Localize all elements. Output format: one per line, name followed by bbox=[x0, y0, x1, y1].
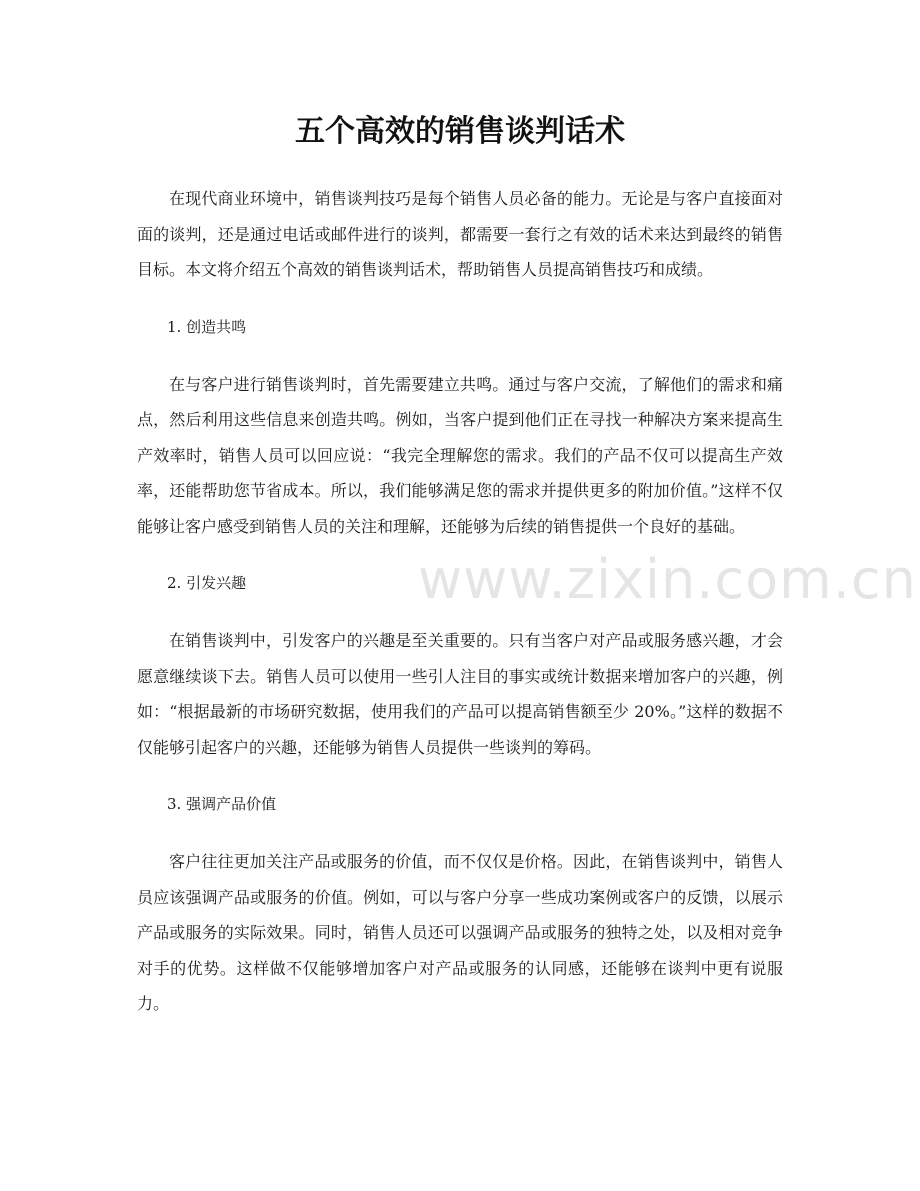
section-heading-3: 3. 强调产品价值 bbox=[167, 795, 277, 813]
section-heading-2: 2. 引发兴趣 bbox=[167, 574, 247, 592]
watermark: www.zixin.com.cn bbox=[418, 548, 917, 611]
section-body-3: 客户往往更加关注产品或服务的价值，而不仅仅是价格。因此，在销售谈判中，销售人员应该强调产品或服务的价值。例如，可以与客户分享一些成功案例或客户的反馈，以展示产品或服务的实际效果。同时，销售人员还可以强调产品或服务的独特之处，以及相对竞争对手的优势。这样做不仅能够增加客户对产品或服务的认同感，还能够在谈判中更有说服力。 bbox=[137, 852, 783, 1013]
document-body bbox=[137, 181, 783, 1044]
intro-paragraph: 在现代商业环境中，销售谈判技巧是每个销售人员必备的能力。无论是与客户直接面对面的谈判，还是通过电话或邮件进行的谈判，都需要一套行之有效的话术来达到最终的销售目标。本文将介绍五个高效的销售谈判话术，帮助销售人员提高销售技巧和成绩。 bbox=[137, 189, 783, 279]
section-body-1: 在与客户进行销售谈判时，首先需要建立共鸣。通过与客户交流，了解他们的需求和痛点，然后利用这些信息来创造共鸣。例如，当客户提到他们正在寻找一种解决方案来提高生产效率时，销售人员可以回应说：“我完全理解您的需求。我们的产品不仅可以提高生产效率，还能帮助您节省成本。所以，我们能够满足您的需求并提供更多的附加价值。”这样不仅能够让客户感受到销售人员的关注和理解，还能够为后续的销售提供一个良好的基础。 bbox=[137, 374, 783, 536]
page-title: 五个高效的销售谈判话术 bbox=[295, 114, 625, 149]
section-body-2: 在销售谈判中，引发客户的兴趣是至关重要的。只有当客户对产品或服务感兴趣，才会愿意继续谈下去。销售人员可以使用一些引人注目的事实或统计数据来增加客户的兴趣，例如：“根据最新的市场研究数据，使用我们的产品可以提高销售额至少 20%。”这样的数据不仅能够引起客户的兴趣，还能够为销售人员提供一些谈判的筹码。 bbox=[137, 631, 783, 757]
section-heading-1: 1. 创造共鸣 bbox=[167, 317, 247, 336]
